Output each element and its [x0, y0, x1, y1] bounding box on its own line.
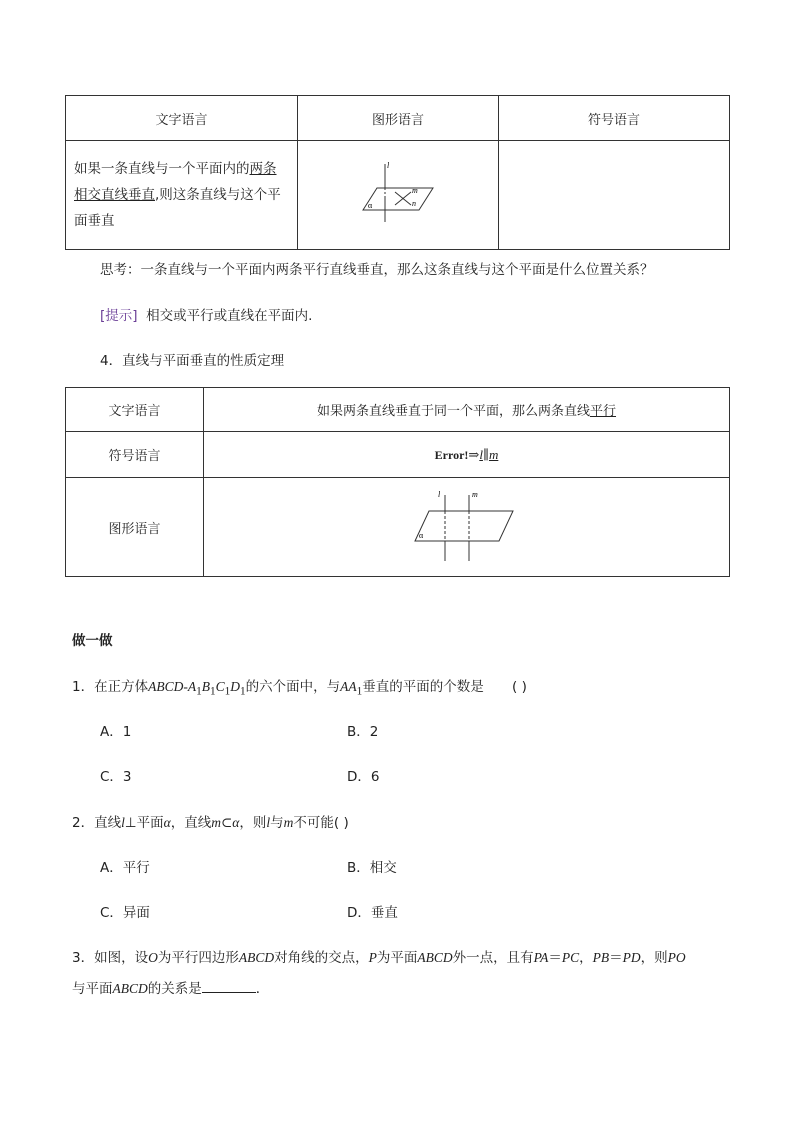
header-figure-language: 图形语言 [298, 96, 499, 141]
header-symbol-language: 符号语言 [499, 96, 730, 141]
label-n: n [412, 199, 416, 208]
q3-pb: PB [592, 950, 610, 965]
q3-eq-2: ＝ [609, 950, 623, 966]
property-underlined: 平行 [590, 404, 617, 419]
q2-mid: ，直线 [170, 815, 212, 831]
q1-answer-paren: ( ) [512, 679, 527, 695]
q1-a: -A [183, 679, 197, 694]
parallel-lines-figure [407, 485, 527, 565]
label-l-2: l [437, 490, 440, 499]
row-label-text: 文字语言 [66, 388, 204, 432]
hint-line [100, 304, 312, 324]
question-3-line-2 [72, 977, 269, 997]
q3-pc: PC [561, 950, 580, 965]
q3-part-6: 为平面 [376, 950, 418, 966]
def-underlined-2: 相交直线垂直 [74, 187, 155, 203]
q3-l2-part-0: 与平面 [72, 981, 113, 997]
label-m: m [412, 186, 418, 195]
hint-tag: [提示] [100, 308, 138, 324]
q3-l2-part-2: 的关系是 [147, 981, 202, 997]
q2-with: 与 [270, 815, 284, 831]
q3-part-16: ，则 [640, 950, 668, 966]
line-plane-figure [353, 158, 443, 228]
q1-b: B [201, 679, 210, 694]
q3-abcd-1: ABCD [238, 950, 275, 965]
label-m-2: m [471, 490, 478, 499]
q1-sub-d: 1 [239, 685, 246, 698]
symbol-m: m [488, 446, 499, 462]
q2-l: l [121, 815, 125, 830]
practice-title: 做一做 [72, 633, 113, 649]
q2-tail: 不可能( ) [293, 815, 349, 831]
q1-mid: 的六个面中，与 [245, 679, 341, 695]
q3-part-0: 3．如图，设 [72, 950, 149, 966]
think-question: 思考：一条直线与一个平面内两条平行直线垂直，那么这条直线与这个平面是什么位置关系？ [100, 262, 654, 278]
q2-perp: ⊥平面 [124, 815, 164, 831]
q2-option-b: B．相交 [347, 860, 397, 876]
q3-part-2: 为平行四边形 [157, 950, 239, 966]
implies-arrow: ⇒ [468, 446, 480, 462]
property-symbol [204, 432, 730, 478]
error-text: Error! [434, 447, 469, 462]
question-2 [72, 811, 349, 831]
label-l: l [387, 161, 390, 170]
q1-option-a: A．1 [100, 724, 132, 740]
row-label-figure: 图形语言 [66, 478, 204, 577]
plane-alpha-shape [363, 188, 433, 210]
question-1 [72, 675, 527, 698]
q2-subset: ⊂ [220, 815, 233, 830]
q1-aa: AA [340, 679, 357, 694]
symbol-l: l [479, 446, 483, 462]
q3-part-4: 对角线的交点， [274, 950, 369, 966]
property-text [204, 388, 730, 432]
q3-o: O [148, 950, 158, 965]
q2-option-c: C．异面 [100, 905, 150, 921]
q3-eq-1: ＝ [548, 950, 562, 966]
q1-option-c: C．3 [100, 769, 132, 785]
q1-tail: 垂直的平面的个数是 [362, 679, 484, 695]
def-part-1: 如果一条直线与一个平面内的 [74, 161, 250, 177]
section-4-title: 4．直线与平面垂直的性质定理 [100, 353, 285, 369]
def-underlined-1: 两条 [249, 161, 277, 177]
row-label-symbol: 符号语言 [66, 432, 204, 478]
q2-alpha-2: α [232, 815, 240, 830]
theorem-table-2 [65, 387, 730, 577]
q3-pa: PA [533, 950, 549, 965]
q1-d: D [230, 679, 240, 694]
header-text-language: 文字语言 [66, 96, 298, 141]
q1-sub-a: 1 [196, 685, 202, 698]
q3-comma: ， [579, 950, 593, 966]
q2-option-a: A．平行 [100, 860, 150, 876]
property-part-1: 如果两条直线垂直于同一个平面，那么两条直线 [316, 404, 590, 419]
q1-option-d: D．6 [347, 769, 380, 785]
q1-option-b: B．2 [347, 724, 379, 740]
theorem-table-1 [65, 95, 730, 250]
q3-part-8: 外一点，且有 [452, 950, 534, 966]
q3-po: PO [667, 950, 686, 965]
q3-l2-period: ． [255, 981, 270, 997]
def-part-2: ,则这条直线与这个平面垂直 [74, 187, 281, 229]
q2-m-2: m [283, 815, 294, 830]
q1-c: C [215, 679, 225, 694]
q1-abcd: ABCD [148, 679, 184, 694]
q3-pd: PD [622, 950, 641, 965]
definition-text [66, 141, 298, 250]
q2-option-d: D．垂直 [347, 905, 398, 921]
figure-cell-2 [204, 478, 730, 577]
q1-aa-sub: 1 [356, 685, 363, 698]
q1-sub-c: 1 [224, 685, 231, 698]
figure-cell-1 [298, 141, 499, 250]
question-3-line-1 [72, 946, 686, 966]
q2-l-2: l [266, 815, 271, 830]
q2-alpha: α [163, 815, 171, 830]
symbol-parallel: ∥ [482, 446, 489, 462]
q3-l2-abcd: ABCD [112, 981, 148, 996]
q1-prefix: 1．在正方体 [72, 679, 149, 695]
q2-m: m [211, 815, 221, 830]
label-alpha-2: α [418, 531, 423, 540]
q2-then: ，则 [239, 815, 267, 831]
plane-alpha-shape-2 [415, 511, 513, 541]
q3-abcd-2: ABCD [417, 950, 453, 965]
label-alpha: α [368, 201, 373, 210]
q3-p: P [368, 950, 377, 965]
q2-prefix: 2．直线 [72, 815, 122, 831]
q1-sub-b: 1 [209, 685, 216, 698]
q3-answer-blank[interactable] [202, 978, 256, 993]
symbol-cell-1 [499, 141, 730, 250]
hint-text: 相交或平行或直线在平面内. [146, 308, 313, 324]
